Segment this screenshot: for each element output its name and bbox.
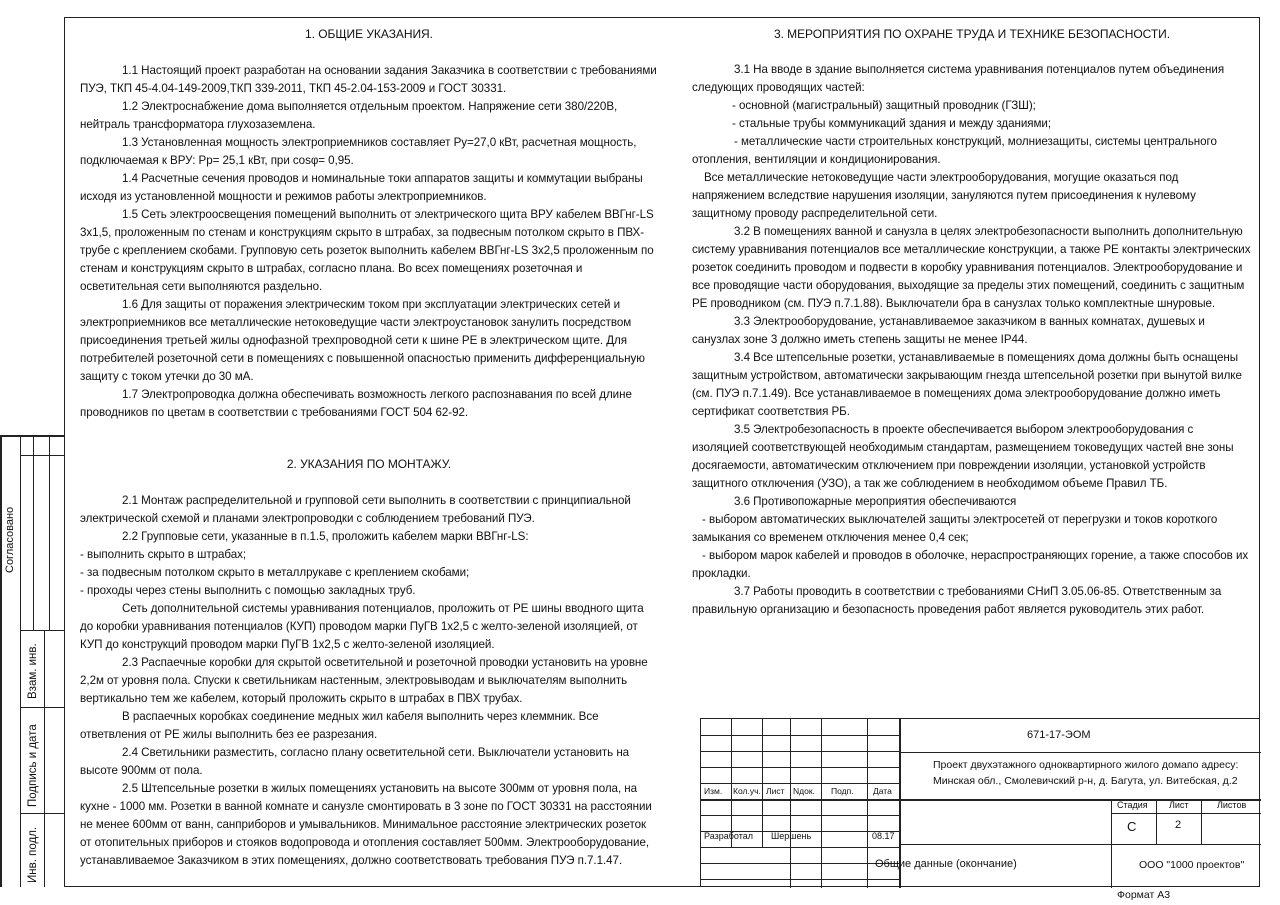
paragraph-2-5: 2.5 Штепсельные розетки в жилых помещениях установить на высоте 300мм от уровня пола, на кухне - 1000 мм. Розетки в ванной комнате и санузле смонтировать в 3 зоне по ГОСТ 30331 на расстоянии не менее 600мм от ванн, санприборов и умывальников. Минимальное расстояние электрических розеток от отопительных приборов и стояков водопровода и отопления составляет 500мм. Электрооборудование, устанавливаемое Заказчиком в этих помещениях, должно соответствовать требования ПУЭ п.7.1.47. — [80, 782, 652, 867]
project-title-line1: Проект двухэтажного одноквартирного жилого домапо адресу: — [933, 759, 1239, 771]
company-name: ООО "1000 проектов" — [1139, 859, 1245, 871]
developer-name: Шершень — [771, 831, 812, 841]
section-2-title: 2. УКАЗАНИЯ ПО МОНТАЖУ. — [286, 457, 452, 471]
paragraph-1-5: 1.5 Сеть электроосвещения помещений выполнить от электрического щита ВРУ кабелем ВВГнг-LS 3х1,5, проложенным по стенам и конструкциям скрыто в штрабах, за подвесным потолком скрыто в ПВХ-трубе с креплением скобами. Групповую сеть розеток выполнить кабелем ВВГнг-LS 3х2,5 проложенным по стенам и конструкциям скрыто в штрабах, согласно плана. Во всех помещениях розеточная и осветительная сети выполняются раздельно. — [80, 208, 654, 293]
paragraph-1-3: 1.3 Установленная мощность электроприемников составляет Ру=27,0 кВт, расчетная мощность, подключаемая к ВРУ: Рр= 25,1 кВт, при cosφ= 0,95. — [80, 136, 637, 167]
paragraph-1-7: 1.7 Электропроводка должна обеспечивать возможность легкого распознавания по всей длине проводников по цветам в соответствии с требованиями ГОСТ 504 62-92. — [80, 388, 632, 419]
paragraph-1-2: 1.2 Электроснабжение дома выполняется отдельным проектом. Напряжение сети 380/220В, нейтраль трансформатора глухозаземлена. — [80, 100, 618, 131]
header-kol: Кол.уч. — [733, 786, 761, 796]
developed-label: Разработал — [704, 831, 753, 841]
stage-label: Стадия — [1117, 800, 1148, 810]
stage-value: С — [1127, 819, 1137, 834]
sign-date-label: Подпись и дата — [27, 724, 39, 807]
paragraph-1-4: 1.4 Расчетные сечения проводов и номинальные токи аппаратов защиты и коммутации выбраны исходя из установленной мощности и режимов работы электроприемников. — [80, 172, 643, 203]
replace-inv-label: Взам. инв. — [27, 643, 39, 699]
paragraph-2-cup: Сеть дополнительной системы уравнивания потенциалов, проложить от РЕ шины вводного щита до коробки уравнивания потенциалов (КУП) проводом марки ПуГВ 1х2,5 с желто-зеленой изоляцией, от КУП до конструкций проводом марки ПуГВ 1х2,5 с желто-зеленой изоляцией. — [80, 602, 644, 651]
bullet-3-3: - металлические части строительных конструкций, молниезащиты, системы центрального отопления, вентиляции и кондиционирования. — [692, 135, 1217, 166]
sheet-format: Формат А3 — [1117, 889, 1171, 901]
paragraph-3-1: 3.1 На вводе в здание выполняется система уравнивания потенциалов путем объединения следующих проводящих частей: — [692, 63, 1225, 94]
paragraph-3-3: 3.3 Электрооборудование, устанавливаемое заказчиком в ванных комнатах, душевых и санузлах зоне 3 должно иметь степень защиты не менее IP44. — [692, 315, 1205, 346]
header-podp: Подп. — [831, 786, 854, 796]
paragraph-3-1b: Все металлические нетоковедущие части электрооборудования, могущие оказаться под напряжением вследствие нарушения изоляции, зануляются путем присоединения к нулевому защитному проводу распределительной сети. — [692, 171, 1196, 220]
section-3-title: 3. МЕРОПРИЯТИЯ ПО ОХРАНЕ ТРУДА И ТЕХНИКЕ БЕЗОПАСНОСТИ. — [773, 27, 1171, 41]
bullet-2-2: - за подвесным потолком скрыто в металлрукаве с креплением скобами; — [80, 566, 470, 579]
bullet-2-1: - выполнить скрыто в штрабах; — [80, 548, 247, 561]
header-ndok: Nдок. — [793, 786, 815, 796]
sheets-label: Листов — [1217, 800, 1247, 810]
right-column — [692, 25, 1252, 619]
header-data: Дата — [873, 786, 892, 796]
agreed-label: Согласовано — [4, 506, 16, 573]
developed-date: 08.17 — [872, 831, 895, 841]
sheet-title: Общие данные (окончание) — [875, 858, 1017, 870]
sheet-value: 2 — [1175, 819, 1182, 831]
section-1-title: 1. ОБЩИЕ УКАЗАНИЯ. — [305, 27, 433, 41]
paragraph-3-4: 3.4 Все штепсельные розетки, устанавливаемые в помещениях дома должны быть оснащены защитным устройством, автоматически закрывающим гнезда штепсельной розетки при вынутой вилке (см. ПУЭ п.7.1.49). Все устанавливаемое в помещениях дома электрооборудование должно иметь сертификат соответствия РБ. — [692, 351, 1242, 418]
sheet-label: Лист — [1169, 800, 1189, 810]
title-block — [700, 718, 1260, 887]
bullet-3-5: - выбором марок кабелей и проводов в оболочке, нераспространяющих горение, а также способов их прокладки. — [692, 549, 1249, 580]
bullet-3-2: - стальные трубы коммуникаций здания и между зданиями; — [732, 117, 1052, 130]
approval-sidebar — [0, 435, 64, 887]
header-izm: Изм. — [704, 786, 723, 796]
paragraph-3-7: 3.7 Работы проводить в соответствии с требованиями СНиП 3.05.06-85. Ответственным за правильную организацию и безопасность проведения работ является руководитель этих работ. — [692, 585, 1222, 616]
paragraph-3-2: 3.2 В помещениях ванной и санузла в целях электробезопасности выполнить дополнительную систему уравнивания потенциалов все металлические конструкции, а также РЕ контакты электрических розеток соединить проводом и подвести в коробку уравнивания потенциалов. Электрооборудование и все проводящие части оборудования, выходящие за пределы этих помещений, соединить с защитным РЕ проводником (см. ПУЭ п.7.1.88). Выключатели бра в санузлах только комплектные шнуровые. — [692, 225, 1251, 310]
document-code: 671-17-ЭОМ — [1027, 729, 1091, 741]
paragraph-1-1: 1.1 Настоящий проект разработан на основании задания Заказчика в соответствии с требованиями ПУЭ, ТКП 45-4.04-149-2009,ТКП 339-2011, ТКП 45-2.04-153-2009 и ГОСТ 30331. — [80, 64, 657, 95]
header-list: Лист — [766, 786, 785, 796]
project-title-line2: Минская обл., Смолевичский р-н, д. Багута, ул. Витебская, д.2 — [933, 775, 1238, 787]
left-column — [80, 25, 658, 870]
paragraph-3-5: 3.5 Электробезопасность в проекте обеспечивается выбором электрооборудования с изоляцией соответствующей необходимым стандартам, размещением токоведущих частей вне зоны досягаемости, автоматическим отключением при повреждении изоляции, установкой устройств защитного отключения (УЗО), а так же соблюдением в необходимом объеме Правил ТБ. — [692, 423, 1234, 490]
bullet-3-1: - основной (магистральный) защитный проводник (ГЗШ); — [732, 99, 1036, 112]
paragraph-2-1: 2.1 Монтаж распределительной и групповой сети выполнить в соответствии с принципиальной электрической схемой и планами электропроводки с соблюдением требований ПУЭ. — [80, 494, 631, 525]
bullet-3-4: - выбором автоматических выключателей защиты электросетей от перегрузки и токов короткого замыкания со временем отключения менее 0,4 сек; — [692, 513, 1218, 544]
paragraph-2-4: 2.4 Светильники разместить, согласно плану осветительной сети. Выключатели установить на высоте 900мм от пола. — [80, 746, 630, 777]
paragraph-2-2: 2.2 Групповые сети, указанные в п.1.5, проложить кабелем марки ВВГнг-LS: — [122, 530, 529, 543]
bullet-2-3: - проходы через стены выполнить с помощью закладных труб. — [80, 584, 416, 597]
paragraph-2-3: 2.3 Распаечные коробки для скрытой осветительной и розеточной проводки установить на уровне 2,2м от уровня пола. Спуски к светильникам настенным, электровыводам и выключателям выполнить вертикально тем же кабелем, который проложить скрыто в штрабах в ПВХ трубах. — [80, 656, 648, 705]
paragraph-3-6: 3.6 Противопожарные мероприятия обеспечиваются — [734, 495, 1017, 508]
paragraph-2-3b: В распаечных коробках соединение медных жил кабеля выполнить через клеммник. Все ответвления от РЕ жилы выполнить без ее разрезания. — [80, 710, 599, 741]
paragraph-1-6: 1.6 Для защиты от поражения электрическим током при эксплуатации электрических сетей и электроприемников все металлические нетоковедущие части электроустановок занулить посредством присоединения третьей жилы однофазной трехпроводной сети к шине РЕ в электрическом щите. Для потребителей розеточной сети в помещениях с повышенной опасностью применить дифференциальную защиту с током утечки до 30 мА. — [80, 298, 645, 383]
orig-inv-label: Инв. подл. — [27, 826, 39, 883]
